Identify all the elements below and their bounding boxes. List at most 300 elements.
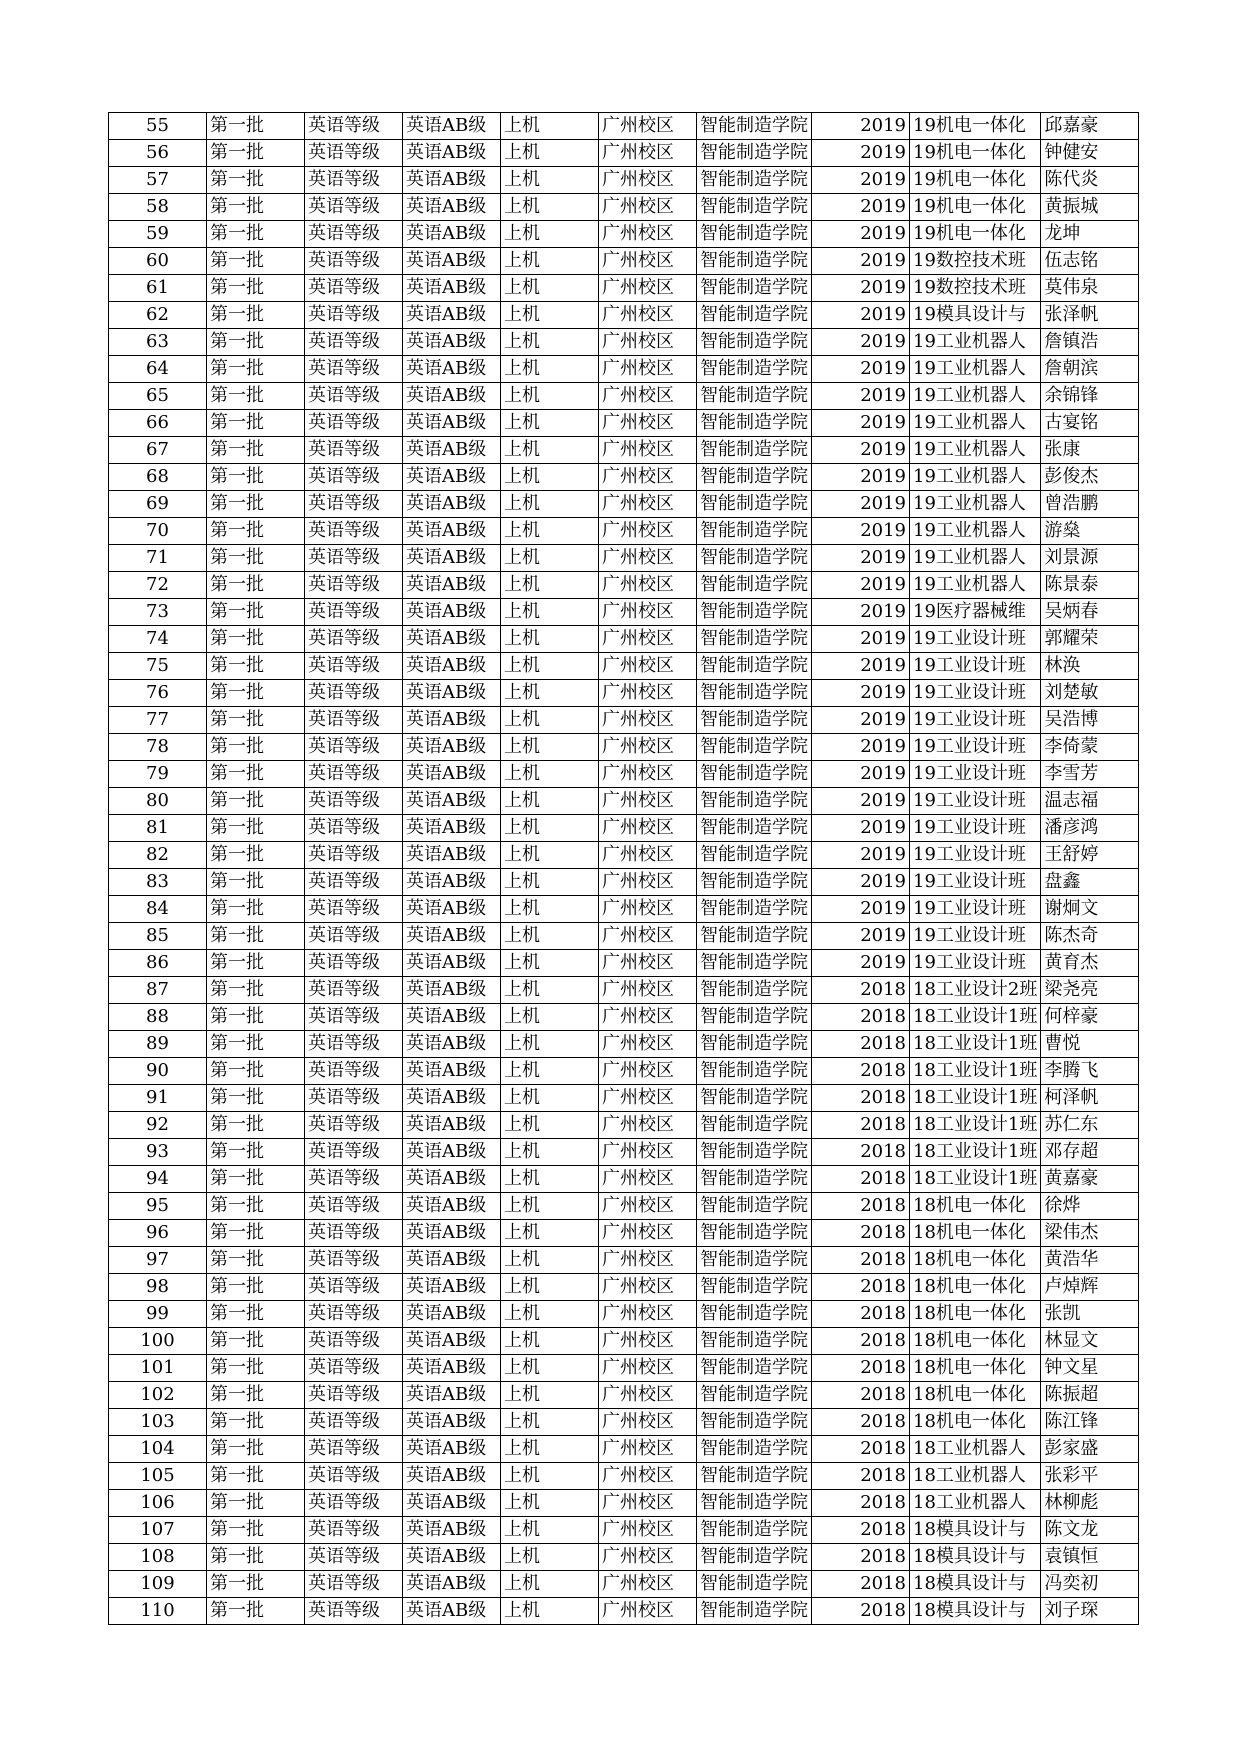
cell-number: 91 (109, 1085, 207, 1112)
cell-exam-category: 英语等级 (305, 1571, 403, 1598)
cell-exam-category: 英语等级 (305, 1031, 403, 1058)
cell-campus: 广州校区 (599, 113, 697, 140)
cell-number: 80 (109, 788, 207, 815)
cell-exam-mode: 上机 (501, 518, 599, 545)
cell-exam-category: 英语等级 (305, 626, 403, 653)
cell-exam-category: 英语等级 (305, 653, 403, 680)
cell-exam-level: 英语AB级 (403, 329, 501, 356)
cell-campus: 广州校区 (599, 599, 697, 626)
cell-batch: 第一批 (207, 140, 305, 167)
cell-number: 106 (109, 1490, 207, 1517)
table-row (109, 761, 1139, 788)
cell-year: 2018 (812, 1085, 910, 1112)
cell-college: 智能制造学院 (697, 1085, 812, 1112)
cell-number: 92 (109, 1112, 207, 1139)
cell-batch: 第一批 (207, 1031, 305, 1058)
cell-year: 2018 (812, 1463, 910, 1490)
cell-number: 71 (109, 545, 207, 572)
cell-campus: 广州校区 (599, 680, 697, 707)
cell-exam-mode: 上机 (501, 1382, 599, 1409)
cell-student-name: 余锦锋 (1041, 383, 1139, 410)
cell-number: 81 (109, 815, 207, 842)
cell-year: 2018 (812, 1490, 910, 1517)
cell-exam-mode: 上机 (501, 896, 599, 923)
cell-exam-category: 英语等级 (305, 572, 403, 599)
cell-student-name: 徐烨 (1041, 1193, 1139, 1220)
cell-exam-mode: 上机 (501, 977, 599, 1004)
cell-student-name: 吴浩博 (1041, 707, 1139, 734)
cell-class: 19工业设计班 (910, 896, 1041, 923)
cell-exam-level: 英语AB级 (403, 383, 501, 410)
table-row (109, 545, 1139, 572)
cell-year: 2019 (812, 464, 910, 491)
table-row (109, 1274, 1139, 1301)
cell-number: 105 (109, 1463, 207, 1490)
cell-exam-mode: 上机 (501, 437, 599, 464)
cell-college: 智能制造学院 (697, 896, 812, 923)
cell-exam-mode: 上机 (501, 1058, 599, 1085)
cell-exam-category: 英语等级 (305, 275, 403, 302)
cell-exam-category: 英语等级 (305, 383, 403, 410)
cell-exam-mode: 上机 (501, 1463, 599, 1490)
cell-year: 2019 (812, 221, 910, 248)
cell-exam-category: 英语等级 (305, 599, 403, 626)
cell-number: 57 (109, 167, 207, 194)
cell-student-name: 古宴铭 (1041, 410, 1139, 437)
table-row (109, 1004, 1139, 1031)
cell-number: 88 (109, 1004, 207, 1031)
cell-batch: 第一批 (207, 680, 305, 707)
cell-exam-mode: 上机 (501, 491, 599, 518)
table-row (109, 1193, 1139, 1220)
cell-year: 2019 (812, 923, 910, 950)
cell-number: 61 (109, 275, 207, 302)
cell-student-name: 潘彦鸿 (1041, 815, 1139, 842)
cell-class: 18模具设计与 (910, 1517, 1041, 1544)
cell-college: 智能制造学院 (697, 464, 812, 491)
cell-year: 2019 (812, 950, 910, 977)
cell-exam-level: 英语AB级 (403, 599, 501, 626)
cell-student-name: 钟文星 (1041, 1355, 1139, 1382)
cell-college: 智能制造学院 (697, 410, 812, 437)
cell-student-name: 谢炯文 (1041, 896, 1139, 923)
cell-number: 67 (109, 437, 207, 464)
cell-student-name: 伍志铭 (1041, 248, 1139, 275)
cell-class: 18模具设计与 (910, 1544, 1041, 1571)
cell-exam-category: 英语等级 (305, 329, 403, 356)
cell-exam-level: 英语AB级 (403, 572, 501, 599)
cell-exam-category: 英语等级 (305, 167, 403, 194)
cell-college: 智能制造学院 (697, 1544, 812, 1571)
table-row (109, 1328, 1139, 1355)
cell-batch: 第一批 (207, 275, 305, 302)
cell-exam-category: 英语等级 (305, 707, 403, 734)
cell-student-name: 林显文 (1041, 1328, 1139, 1355)
cell-batch: 第一批 (207, 1004, 305, 1031)
cell-student-name: 曾浩鹏 (1041, 491, 1139, 518)
cell-year: 2019 (812, 815, 910, 842)
cell-exam-mode: 上机 (501, 842, 599, 869)
cell-student-name: 邱嘉豪 (1041, 113, 1139, 140)
cell-exam-mode: 上机 (501, 1031, 599, 1058)
table-row (109, 1436, 1139, 1463)
table-row (109, 194, 1139, 221)
cell-exam-mode: 上机 (501, 923, 599, 950)
table-row (109, 437, 1139, 464)
cell-exam-mode: 上机 (501, 734, 599, 761)
table-row (109, 869, 1139, 896)
cell-number: 63 (109, 329, 207, 356)
cell-college: 智能制造学院 (697, 1112, 812, 1139)
cell-exam-level: 英语AB级 (403, 356, 501, 383)
cell-campus: 广州校区 (599, 1166, 697, 1193)
table-row (109, 275, 1139, 302)
cell-exam-level: 英语AB级 (403, 491, 501, 518)
cell-exam-mode: 上机 (501, 1544, 599, 1571)
cell-number: 69 (109, 491, 207, 518)
cell-college: 智能制造学院 (697, 869, 812, 896)
table-row (109, 356, 1139, 383)
cell-college: 智能制造学院 (697, 1436, 812, 1463)
cell-number: 84 (109, 896, 207, 923)
cell-student-name: 詹朝滨 (1041, 356, 1139, 383)
cell-campus: 广州校区 (599, 707, 697, 734)
cell-batch: 第一批 (207, 977, 305, 1004)
table-row (109, 518, 1139, 545)
cell-student-name: 陈江锋 (1041, 1409, 1139, 1436)
cell-college: 智能制造学院 (697, 1463, 812, 1490)
cell-number: 79 (109, 761, 207, 788)
cell-exam-level: 英语AB级 (403, 1139, 501, 1166)
cell-exam-category: 英语等级 (305, 869, 403, 896)
cell-class: 19机电一体化 (910, 113, 1041, 140)
cell-number: 85 (109, 923, 207, 950)
cell-exam-category: 英语等级 (305, 1220, 403, 1247)
cell-exam-level: 英语AB级 (403, 1409, 501, 1436)
table-row (109, 1112, 1139, 1139)
cell-exam-mode: 上机 (501, 383, 599, 410)
cell-exam-category: 英语等级 (305, 680, 403, 707)
cell-batch: 第一批 (207, 464, 305, 491)
cell-exam-level: 英语AB级 (403, 1193, 501, 1220)
cell-batch: 第一批 (207, 734, 305, 761)
cell-batch: 第一批 (207, 1301, 305, 1328)
table-row (109, 653, 1139, 680)
cell-exam-category: 英语等级 (305, 1355, 403, 1382)
cell-college: 智能制造学院 (697, 815, 812, 842)
cell-number: 83 (109, 869, 207, 896)
cell-campus: 广州校区 (599, 977, 697, 1004)
cell-campus: 广州校区 (599, 815, 697, 842)
cell-college: 智能制造学院 (697, 1058, 812, 1085)
cell-exam-category: 英语等级 (305, 221, 403, 248)
cell-college: 智能制造学院 (697, 1301, 812, 1328)
cell-college: 智能制造学院 (697, 923, 812, 950)
cell-class: 18工业设计1班 (910, 1166, 1041, 1193)
cell-campus: 广州校区 (599, 275, 697, 302)
cell-exam-category: 英语等级 (305, 923, 403, 950)
cell-batch: 第一批 (207, 1382, 305, 1409)
cell-batch: 第一批 (207, 221, 305, 248)
cell-class: 18工业机器人 (910, 1436, 1041, 1463)
cell-student-name: 黄育杰 (1041, 950, 1139, 977)
cell-batch: 第一批 (207, 599, 305, 626)
table-row (109, 734, 1139, 761)
cell-batch: 第一批 (207, 653, 305, 680)
cell-year: 2018 (812, 1166, 910, 1193)
cell-campus: 广州校区 (599, 140, 697, 167)
cell-year: 2018 (812, 1517, 910, 1544)
cell-campus: 广州校区 (599, 194, 697, 221)
cell-class: 19机电一体化 (910, 194, 1041, 221)
cell-number: 103 (109, 1409, 207, 1436)
cell-year: 2018 (812, 1382, 910, 1409)
cell-exam-level: 英语AB级 (403, 545, 501, 572)
cell-class: 19工业机器人 (910, 329, 1041, 356)
cell-student-name: 邓存超 (1041, 1139, 1139, 1166)
cell-student-name: 游燊 (1041, 518, 1139, 545)
cell-year: 2019 (812, 626, 910, 653)
cell-year: 2018 (812, 1058, 910, 1085)
cell-exam-level: 英语AB级 (403, 221, 501, 248)
cell-campus: 广州校区 (599, 1571, 697, 1598)
table-row (109, 815, 1139, 842)
cell-campus: 广州校区 (599, 1004, 697, 1031)
cell-college: 智能制造学院 (697, 1004, 812, 1031)
table-row (109, 788, 1139, 815)
cell-exam-mode: 上机 (501, 1517, 599, 1544)
table-row (109, 1571, 1139, 1598)
table-row (109, 842, 1139, 869)
cell-exam-level: 英语AB级 (403, 1490, 501, 1517)
cell-exam-mode: 上机 (501, 356, 599, 383)
cell-exam-level: 英语AB级 (403, 1301, 501, 1328)
cell-student-name: 刘楚敏 (1041, 680, 1139, 707)
cell-exam-level: 英语AB级 (403, 1031, 501, 1058)
cell-exam-level: 英语AB级 (403, 1571, 501, 1598)
cell-exam-level: 英语AB级 (403, 1436, 501, 1463)
cell-campus: 广州校区 (599, 383, 697, 410)
cell-number: 86 (109, 950, 207, 977)
cell-college: 智能制造学院 (697, 1409, 812, 1436)
cell-number: 104 (109, 1436, 207, 1463)
cell-campus: 广州校区 (599, 1598, 697, 1625)
table-row (109, 923, 1139, 950)
table-row (109, 626, 1139, 653)
cell-year: 2019 (812, 140, 910, 167)
cell-class: 18工业设计1班 (910, 1139, 1041, 1166)
cell-exam-category: 英语等级 (305, 248, 403, 275)
cell-college: 智能制造学院 (697, 1382, 812, 1409)
cell-campus: 广州校区 (599, 923, 697, 950)
table-row (109, 383, 1139, 410)
cell-exam-mode: 上机 (501, 1085, 599, 1112)
cell-class: 19工业设计班 (910, 761, 1041, 788)
cell-campus: 广州校区 (599, 491, 697, 518)
cell-class: 18工业机器人 (910, 1463, 1041, 1490)
table-row (109, 572, 1139, 599)
cell-exam-mode: 上机 (501, 815, 599, 842)
cell-class: 19工业机器人 (910, 518, 1041, 545)
cell-year: 2019 (812, 545, 910, 572)
cell-year: 2019 (812, 248, 910, 275)
cell-exam-mode: 上机 (501, 275, 599, 302)
cell-college: 智能制造学院 (697, 1031, 812, 1058)
cell-campus: 广州校区 (599, 1031, 697, 1058)
cell-number: 101 (109, 1355, 207, 1382)
cell-number: 107 (109, 1517, 207, 1544)
table-row (109, 464, 1139, 491)
cell-number: 87 (109, 977, 207, 1004)
cell-year: 2019 (812, 302, 910, 329)
cell-year: 2019 (812, 842, 910, 869)
cell-college: 智能制造学院 (697, 680, 812, 707)
cell-class: 19机电一体化 (910, 140, 1041, 167)
table-row (109, 248, 1139, 275)
cell-college: 智能制造学院 (697, 599, 812, 626)
table-row (109, 896, 1139, 923)
cell-exam-level: 英语AB级 (403, 194, 501, 221)
table-row (109, 1247, 1139, 1274)
cell-student-name: 黄浩华 (1041, 1247, 1139, 1274)
cell-exam-mode: 上机 (501, 1274, 599, 1301)
cell-year: 2018 (812, 1139, 910, 1166)
cell-exam-category: 英语等级 (305, 1463, 403, 1490)
cell-class: 19工业设计班 (910, 626, 1041, 653)
cell-class: 19工业设计班 (910, 680, 1041, 707)
cell-campus: 广州校区 (599, 167, 697, 194)
cell-exam-category: 英语等级 (305, 140, 403, 167)
cell-class: 18工业设计1班 (910, 1004, 1041, 1031)
cell-year: 2019 (812, 275, 910, 302)
cell-student-name: 何梓豪 (1041, 1004, 1139, 1031)
cell-class: 18工业设计1班 (910, 1058, 1041, 1085)
cell-college: 智能制造学院 (697, 626, 812, 653)
cell-exam-level: 英语AB级 (403, 1085, 501, 1112)
cell-year: 2019 (812, 707, 910, 734)
cell-college: 智能制造学院 (697, 275, 812, 302)
cell-college: 智能制造学院 (697, 1193, 812, 1220)
cell-exam-category: 英语等级 (305, 1409, 403, 1436)
cell-exam-level: 英语AB级 (403, 140, 501, 167)
cell-campus: 广州校区 (599, 1463, 697, 1490)
cell-campus: 广州校区 (599, 545, 697, 572)
cell-batch: 第一批 (207, 788, 305, 815)
cell-batch: 第一批 (207, 113, 305, 140)
cell-college: 智能制造学院 (697, 221, 812, 248)
cell-batch: 第一批 (207, 950, 305, 977)
cell-exam-mode: 上机 (501, 1220, 599, 1247)
cell-exam-mode: 上机 (501, 1436, 599, 1463)
cell-number: 94 (109, 1166, 207, 1193)
cell-class: 18工业设计1班 (910, 1031, 1041, 1058)
cell-exam-mode: 上机 (501, 1193, 599, 1220)
cell-student-name: 陈代炎 (1041, 167, 1139, 194)
cell-campus: 广州校区 (599, 1490, 697, 1517)
cell-exam-category: 英语等级 (305, 437, 403, 464)
cell-exam-level: 英语AB级 (403, 815, 501, 842)
cell-exam-level: 英语AB级 (403, 275, 501, 302)
cell-student-name: 陈景泰 (1041, 572, 1139, 599)
cell-exam-mode: 上机 (501, 248, 599, 275)
cell-year: 2019 (812, 113, 910, 140)
cell-year: 2018 (812, 1409, 910, 1436)
cell-batch: 第一批 (207, 1247, 305, 1274)
cell-exam-category: 英语等级 (305, 815, 403, 842)
table-row (109, 950, 1139, 977)
cell-student-name: 吴炳春 (1041, 599, 1139, 626)
cell-exam-category: 英语等级 (305, 113, 403, 140)
cell-year: 2018 (812, 977, 910, 1004)
cell-student-name: 黄嘉豪 (1041, 1166, 1139, 1193)
cell-number: 108 (109, 1544, 207, 1571)
cell-class: 19工业设计班 (910, 815, 1041, 842)
cell-class: 19工业设计班 (910, 707, 1041, 734)
cell-college: 智能制造学院 (697, 1274, 812, 1301)
cell-number: 77 (109, 707, 207, 734)
cell-year: 2018 (812, 1247, 910, 1274)
cell-campus: 广州校区 (599, 464, 697, 491)
table-row (109, 707, 1139, 734)
cell-exam-level: 英语AB级 (403, 734, 501, 761)
cell-exam-level: 英语AB级 (403, 950, 501, 977)
cell-year: 2018 (812, 1571, 910, 1598)
table-row (109, 1058, 1139, 1085)
cell-class: 18工业机器人 (910, 1490, 1041, 1517)
cell-college: 智能制造学院 (697, 302, 812, 329)
cell-exam-mode: 上机 (501, 194, 599, 221)
cell-exam-level: 英语AB级 (403, 653, 501, 680)
cell-year: 2018 (812, 1112, 910, 1139)
cell-number: 55 (109, 113, 207, 140)
cell-exam-level: 英语AB级 (403, 1382, 501, 1409)
cell-exam-mode: 上机 (501, 545, 599, 572)
cell-exam-category: 英语等级 (305, 464, 403, 491)
cell-campus: 广州校区 (599, 356, 697, 383)
cell-class: 19数控技术班 (910, 275, 1041, 302)
cell-college: 智能制造学院 (697, 248, 812, 275)
cell-exam-category: 英语等级 (305, 977, 403, 1004)
cell-exam-category: 英语等级 (305, 896, 403, 923)
cell-campus: 广州校区 (599, 1328, 697, 1355)
cell-exam-mode: 上机 (501, 464, 599, 491)
cell-exam-level: 英语AB级 (403, 923, 501, 950)
cell-college: 智能制造学院 (697, 1139, 812, 1166)
cell-exam-mode: 上机 (501, 761, 599, 788)
cell-exam-mode: 上机 (501, 1328, 599, 1355)
cell-college: 智能制造学院 (697, 653, 812, 680)
table-row (109, 167, 1139, 194)
cell-year: 2019 (812, 437, 910, 464)
cell-batch: 第一批 (207, 1355, 305, 1382)
cell-number: 102 (109, 1382, 207, 1409)
cell-exam-mode: 上机 (501, 1409, 599, 1436)
cell-exam-mode: 上机 (501, 1139, 599, 1166)
table-row (109, 329, 1139, 356)
cell-student-name: 陈杰奇 (1041, 923, 1139, 950)
cell-exam-category: 英语等级 (305, 1166, 403, 1193)
cell-class: 19工业机器人 (910, 383, 1041, 410)
cell-exam-category: 英语等级 (305, 1112, 403, 1139)
cell-exam-mode: 上机 (501, 950, 599, 977)
cell-class: 19模具设计与 (910, 302, 1041, 329)
cell-campus: 广州校区 (599, 788, 697, 815)
cell-exam-category: 英语等级 (305, 302, 403, 329)
cell-year: 2019 (812, 329, 910, 356)
cell-batch: 第一批 (207, 518, 305, 545)
cell-student-name: 冯奕初 (1041, 1571, 1139, 1598)
cell-exam-mode: 上机 (501, 707, 599, 734)
